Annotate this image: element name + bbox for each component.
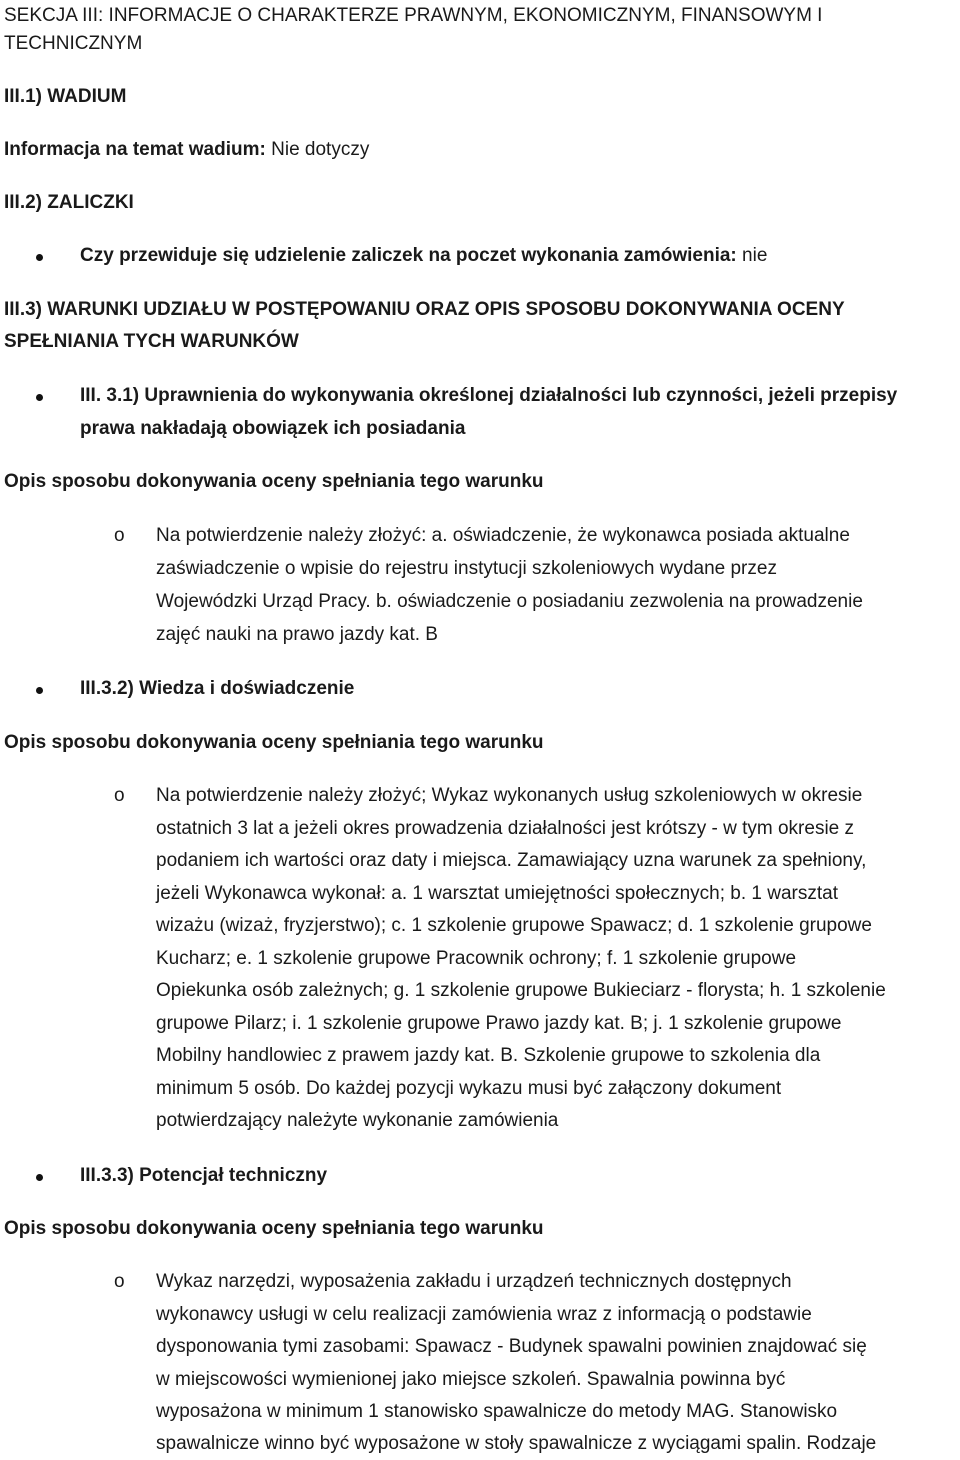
item2-text-line: podaniem ich wartości oraz daty i miejsca. Zamawiający uzna warunek za spełniony, (156, 850, 867, 871)
circle-bullet-icon: o (114, 1271, 125, 1292)
item1-text-line: Wojewódzki Urząd Pracy. b. oświadczenie o posiadaniu zezwolenia na prowadzenie (156, 591, 863, 612)
item3-opis-label: Opis sposobu dokonywania oceny spełniania tego warunku (4, 1218, 544, 1239)
zaliczki-question (80, 240, 767, 272)
item3-text-line: wyposażona w minimum 1 stanowisko spawalnicze do metody MAG. Stanowisko (156, 1401, 838, 1422)
item1-text-line: zajęć nauki na prawo jazdy kat. B (156, 624, 438, 645)
item2-text-line: Opiekunka osób zależnych; g. 1 szkolenie grupowe Bukieciarz - florysta; h. 1 szkolenie (156, 980, 886, 1001)
circle-bullet-icon: o (114, 785, 125, 806)
item2-heading: III.3.2) Wiedza i doświadczenie (80, 678, 355, 699)
item3-text-line: dysponowania tymi zasobami: Spawacz - Budynek spawalni powinien znajdować się (156, 1336, 867, 1357)
item2-opis-label: Opis sposobu dokonywania oceny spełniania tego warunku (4, 732, 544, 753)
wadium-heading: III.1) WADIUM (4, 86, 127, 107)
section-title-line2: TECHNICZNYM (4, 33, 143, 54)
item1-opis-label: Opis sposobu dokonywania oceny spełniania tego warunku (4, 471, 544, 492)
item2-text-line: wizażu (wizaż, fryzjerstwo); c. 1 szkolenie grupowe Spawacz; d. 1 szkolenie grupowe (156, 915, 872, 936)
item3-text-line: wykonawcy usługi w celu realizacji zamówienia wraz z informacją o podstawie (156, 1304, 812, 1325)
wadium-info-label: Informacja na temat wadium: (4, 139, 266, 160)
item3-text-line: Wykaz narzędzi, wyposażenia zakładu i urządzeń technicznych dostępnych (156, 1271, 792, 1292)
bullet-icon (36, 254, 43, 261)
item2-text-line: jeżeli Wykonawca wykonał: a. 1 warsztat umiejętności społecznych; b. 1 warsztat (156, 883, 839, 904)
wadium-info (4, 134, 369, 166)
section-title-line1: SEKCJA III: INFORMACJE O CHARAKTERZE PRAWNYM, EKONOMICZNYM, FINANSOWYM I (4, 5, 823, 26)
bullet-icon (36, 1174, 43, 1181)
item1-text-line: Na potwierdzenie należy złożyć: a. oświadczenie, że wykonawca posiada aktualne (156, 525, 850, 546)
bullet-icon (36, 687, 43, 694)
item2-text-line: ostatnich 3 lat a jeżeli okres prowadzenia działalności jest krótszy - w tym okresie z (156, 818, 855, 839)
item2-text-line: Kucharz; e. 1 szkolenie grupowe Pracownik ochrony; f. 1 szkolenie grupowe (156, 948, 797, 969)
item1-heading-line2: prawa nakładają obowiązek ich posiadania (80, 418, 466, 439)
item2-text-line: Mobilny handlowiec z prawem jazdy kat. B. Szkolenie grupowe to szkolenia dla (156, 1045, 821, 1066)
item2-text-line: grupowe Pilarz; i. 1 szkolenie grupowe Prawo jazdy kat. B; j. 1 szkolenie grupowe (156, 1013, 842, 1034)
item2-text-line: potwierdzający należyte wykonanie zamówienia (156, 1110, 559, 1131)
item3-text-line: w miejscowości wymienionej jako miejsce szkoleń. Spawalnia powinna być (156, 1369, 786, 1390)
circle-bullet-icon: o (114, 525, 125, 546)
warunki-heading-line1: III.3) WARUNKI UDZIAŁU W POSTĘPOWANIU ORAZ OPIS SPOSOBU DOKONYWANIA OCENY (4, 299, 845, 320)
zaliczki-question-value: nie (742, 245, 768, 266)
item3-heading: III.3.3) Potencjał techniczny (80, 1165, 328, 1186)
item1-heading-line1: III. 3.1) Uprawnienia do wykonywania określonej działalności lub czynności, jeżeli przepisy (80, 385, 898, 406)
item3-text-line: spawalnicze winno być wyposażone w stoły spawalnicze z wyciągami spalin. Rodzaje (156, 1433, 877, 1454)
bullet-icon (36, 394, 43, 401)
zaliczki-heading: III.2) ZALICZKI (4, 192, 134, 213)
warunki-heading-line2: SPEŁNIANIA TYCH WARUNKÓW (4, 331, 299, 352)
item2-text-line: minimum 5 osób. Do każdej pozycji wykazu musi być załączony dokument (156, 1078, 782, 1099)
zaliczki-question-label: Czy przewiduje się udzielenie zaliczek na poczet wykonania zamówienia: (80, 245, 737, 266)
wadium-info-value: Nie dotyczy (271, 139, 370, 160)
item1-text-line: zaświadczenie o wpisie do rejestru instytucji szkoleniowych wydane przez (156, 558, 777, 579)
item2-text-line: Na potwierdzenie należy złożyć; Wykaz wykonanych usług szkoleniowych w okresie (156, 785, 863, 806)
